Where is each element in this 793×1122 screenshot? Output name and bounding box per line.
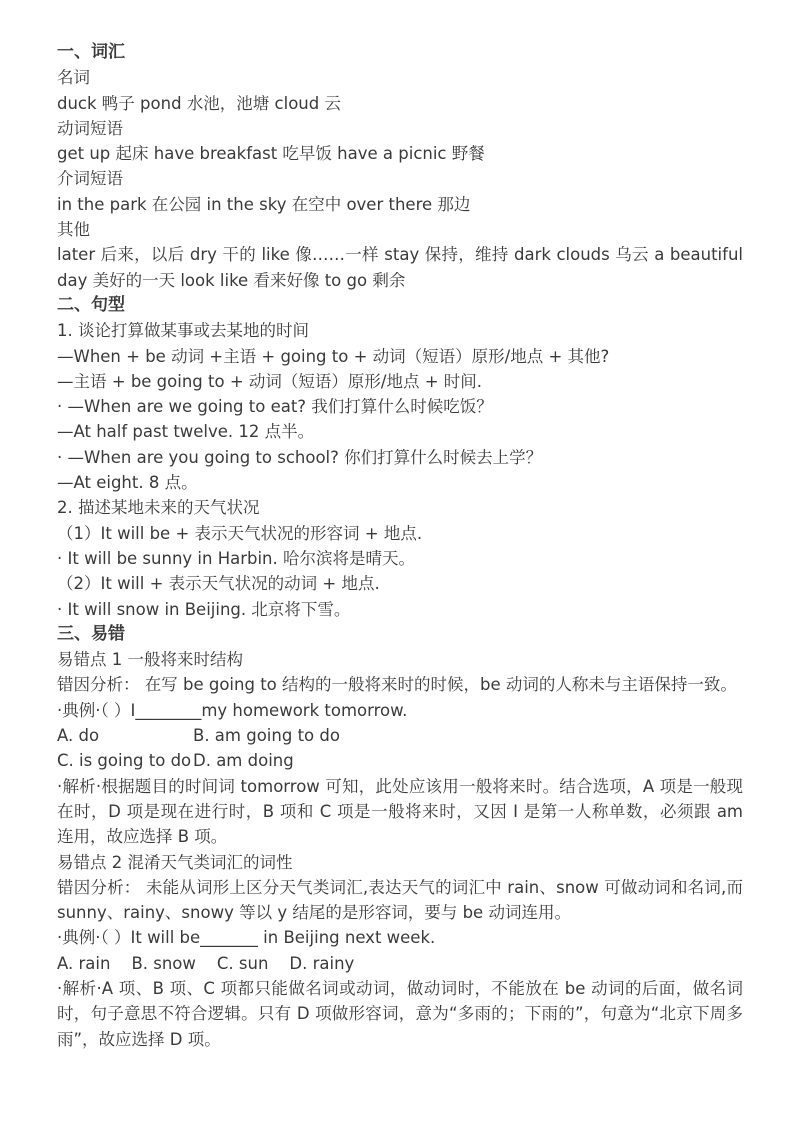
pattern1-example1-question: · —When are we going to eat? 我们打算什么时候吃饭？	[57, 397, 493, 417]
vocab-noun-label: 名词	[57, 68, 90, 88]
error-point2-options-row	[57, 951, 743, 976]
pattern2-formula1: （1）It will be + 表示天气状况的形容词 + 地点.	[57, 523, 423, 543]
pattern1-formula-question: —When + be 动词 +主语 + going to + 动词（短语）原形/地点 + 其他?	[57, 346, 610, 366]
pattern1-example1-answer: —At half past twelve. 12 点半。	[57, 422, 315, 442]
error-point1-option-d: D. am doing	[193, 751, 294, 771]
section-heading-vocabulary: 一、词汇	[57, 42, 125, 62]
error-point2-option-c: C. sun	[216, 953, 269, 973]
error-point2-explanation: ·解析·A 项、B 项、C 项都只能做名词或动词，做动词时，不能放在 be 动词的后面，做名词时，句子意思不符合逻辑。只有 D 项做形容词，意为“多雨的；下雨的”，句意为“北京下周多雨”，故应选择 D 项。	[57, 978, 743, 1049]
section-heading-patterns: 二、句型	[57, 294, 125, 315]
pattern2-title: 2. 描述某地未来的天气状况	[57, 498, 260, 518]
error-point2-analysis: 错因分析： 未能从词形上区分天气类词汇,表达天气的词汇中 rain、snow 可做动词和名词,而 sunny、rainy、snowy 等以 y 结尾的是形容词，要与 be 动词连用。	[57, 877, 743, 923]
error-point2-title: 易错点 2 混淆天气类词汇的词性	[57, 852, 293, 872]
error-point1-option-a: A. do	[57, 726, 100, 746]
pattern2-example1: · It will be sunny in Harbin. 哈尔滨将是晴天。	[57, 548, 416, 568]
error-point1-option-c: C. is going to do	[57, 751, 192, 771]
error-point1-explanation: ·解析·根据题目的时间词 tomorrow 可知，此处应该用一般将来时。结合选项，A 项是一般现在时，D 项是现在进行时，B 项和 C 项是一般将来时，又因 I 是第一人称单数，必须跟 am 连用，故应选择 B 项。	[57, 776, 743, 847]
error-point1-option-b: B. am going to do	[193, 726, 340, 746]
pattern1-example2-answer: —At eight. 8 点。	[57, 473, 198, 493]
vocab-other-items: later 后来，以后 dry 干的 like 像……一样 stay 保持，维持 dark clouds 乌云 a beautiful day 美好的一天 look like 看来好像 to go 剩余	[57, 245, 743, 290]
error-point2-option-d: D. rainy	[289, 953, 355, 973]
vocab-verb-phrase-items: get up 起床 have breakfast 吃早饭 have a picnic 野餐	[57, 144, 485, 164]
section-heading-errors: 三、易错	[57, 623, 125, 644]
error-point1-analysis: 错因分析： 在写 be going to 结构的一般将来时的时候，be 动词的人称未与主语保持一致。	[57, 675, 737, 695]
error-point1-options-row-2	[57, 748, 743, 773]
pattern1-example2-question: · —When are you going to school? 你们打算什么时候去上学？	[57, 447, 543, 467]
pattern1-formula-statement: —主语 + be going to + 动词（短语）原形/地点 + 时间.	[57, 371, 483, 391]
error-point1-options-row-1	[57, 723, 743, 748]
error-point2-option-a: A. rain	[57, 953, 111, 973]
pattern2-formula2: （2）It will + 表示天气状况的动词 + 地点.	[57, 574, 380, 594]
vocab-noun-items: duck 鸭子 pond 水池，池塘 cloud 云	[57, 93, 341, 113]
vocab-other-label: 其他	[57, 220, 90, 240]
vocab-prep-phrase-items: in the park 在公园 in the sky 在空中 over there 那边	[57, 194, 471, 214]
pattern1-title: 1. 谈论打算做某事或去某地的时间	[57, 321, 309, 341]
error-point1-example-question: ·典例·（ ）I________my homework tomorrow.	[57, 700, 408, 720]
error-point1-title: 易错点 1 一般将来时结构	[57, 650, 243, 670]
pattern2-example2: · It will snow in Beijing. 北京将下雪。	[57, 599, 351, 619]
vocab-prep-phrase-label: 介词短语	[57, 169, 123, 189]
error-point2-option-b: B. snow	[131, 953, 196, 973]
error-point2-example-question: ·典例·（ ）It will be_______ in Beijing next week.	[57, 928, 436, 948]
vocab-verb-phrase-label: 动词短语	[57, 118, 123, 138]
